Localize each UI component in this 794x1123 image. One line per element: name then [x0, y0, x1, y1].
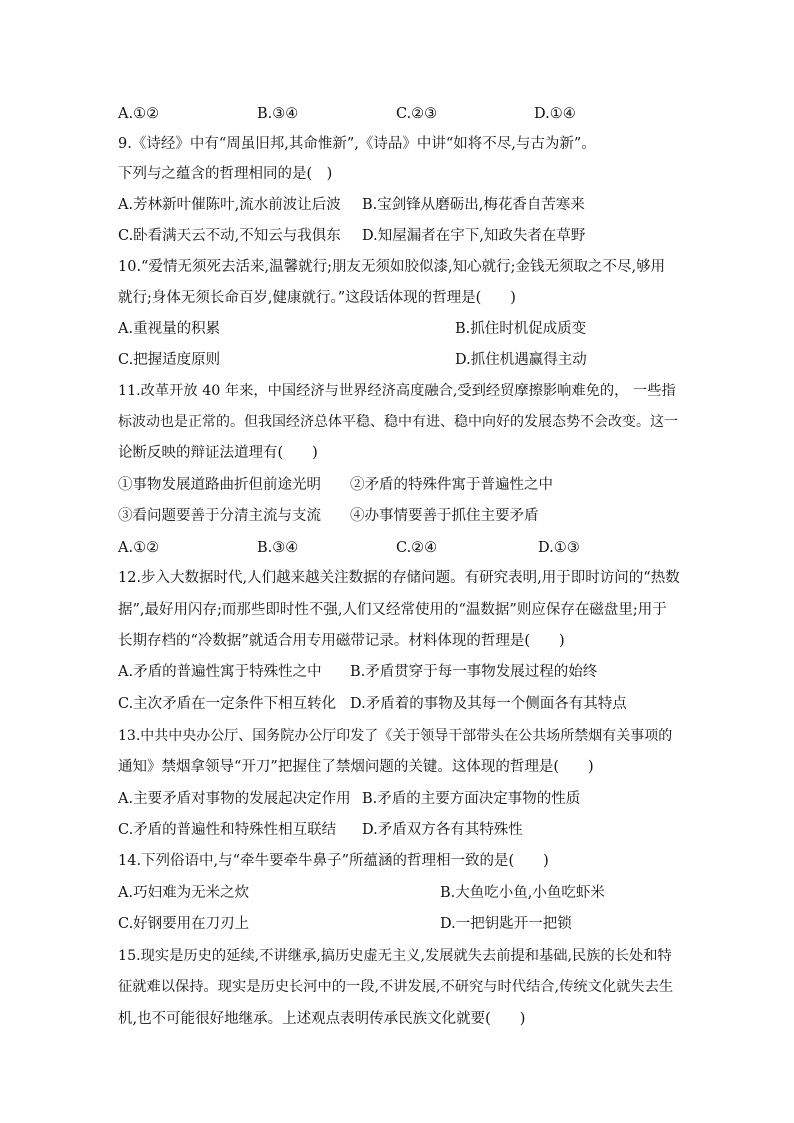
q12-option-a: A.矛盾的普遍性寓于特殊性之中: [118, 664, 322, 680]
q9-stem-line-2: 下列与之蕴含的哲理相同的是( ): [118, 166, 333, 182]
q14-option-b: B.大鱼吃小鱼,小鱼吃虾米: [440, 885, 605, 901]
q13-option-a: A.主要矛盾对事物的发展起决定作用: [118, 791, 351, 807]
q9-option-d: D.知屋漏者在宇下,知政失者在草野: [362, 228, 586, 244]
q12-option-d: D.矛盾着的事物及其每一个侧面各有其特点: [350, 696, 627, 712]
q10-option-c: C.把握适度原则: [118, 352, 221, 368]
q11-option-b: B.③④: [257, 540, 299, 556]
q13-stem-line-2: 通知》禁烟拿领导“开刀”把握住了禁烟问题的关键。这体现的哲理是( ): [118, 759, 594, 775]
q14-stem-line-1: 14.下列俗语中,与“牵牛要牵牛鼻子”所蕴涵的哲理相一致的是( ): [118, 853, 549, 869]
q15-stem-line-3: 机,也不可能很好地继承。上述观点表明传承民族文化就要( ): [118, 1011, 526, 1027]
q11-statement-2: ②矛盾的特殊件寓于普遍性之中: [350, 477, 553, 493]
q12-option-c: C.主次矛盾在一定条件下相互转化: [118, 696, 337, 712]
q9-stem-line-1: 9.《诗经》中有“周虽旧邦,其命惟新”,《诗品》中讲“如将不尽,与古为新”。: [118, 136, 596, 152]
q10-stem-line-1: 10.“爱情无须死去活来,温馨就行;朋友无须如胶似漆,知心就行;金钱无须取之不尽,够用: [118, 259, 666, 275]
q11-stem-line-2: 标波动也是正常的。但我国经济总体平稳、稳中有进、稳中向好的发展态势不会改变。这一: [118, 414, 678, 430]
q9-option-c: C.卧看满天云不动,不知云与我俱东: [118, 228, 341, 244]
q13-stem-line-1: 13.中共中央办公厅、国务院办公厅印发了《关于领导干部带头在公共场所禁烟有关事项的: [118, 728, 673, 744]
q10-stem-line-2: 就行;身体无须长命百岁,健康就行。”这段话体现的哲理是( ): [118, 290, 516, 306]
q8-option-b: B.③④: [257, 106, 299, 122]
q8-option-a: A.①②: [118, 106, 160, 122]
q12-stem-line-1: 12.步入大数据时代,人们越来越关注数据的存储问题。有研究表明,用于即时访问的“热数: [118, 570, 680, 586]
q13-option-d: D.矛盾双方各有其特殊性: [362, 822, 523, 838]
q14-option-c: C.好钢要用在刀刃上: [118, 916, 250, 932]
q11-statement-3: ③看问题要善于分清主流与支流: [118, 508, 321, 524]
q10-option-b: B.抓住时机促成质变: [455, 321, 587, 337]
q15-stem-line-2: 征就难以保持。现实是历史长河中的一段,不讲发展,不研究与时代结合,传统文化就失去生: [118, 979, 674, 995]
q11-stem-line-1: 11.改革开放 40 年来，中国经济与世界经济高度融合,受到经贸摩擦影响难免的， 一些指: [118, 383, 676, 399]
q11-option-a: A.①②: [118, 540, 160, 556]
q11-option-c: C.②④: [396, 540, 438, 556]
q9-option-b: B.宝剑锋从磨砺出,梅花香自苦寒来: [362, 197, 585, 213]
q11-statement-1: ①事物发展道路曲折但前途光明: [118, 477, 321, 493]
q9-option-a: A.芳林新叶催陈叶,流水前波让后波: [118, 197, 341, 213]
q10-option-d: D.抓住机遇赢得主动: [455, 352, 587, 368]
q10-option-a: A.重视量的积累: [118, 321, 221, 337]
q8-option-c: C.②③: [396, 106, 438, 122]
q14-option-a: A.巧妇难为无米之炊: [118, 885, 250, 901]
q13-option-b: B.矛盾的主要方面决定事物的性质: [362, 791, 581, 807]
q14-option-d: D.一把钥匙开一把锁: [440, 916, 572, 932]
q15-stem-line-1: 15.现实是历史的延续,不讲继承,搞历史虚无主义,发展就失去前提和基础,民族的长处和特: [118, 948, 672, 964]
q12-stem-line-2: 据”,最好用闪存;而那些即时性不强,人们又经常使用的“温数据”则应保存在磁盘里;用于: [118, 602, 667, 618]
q8-option-d: D.①④: [534, 106, 576, 122]
q11-statement-4: ④办事情要善于抓住主要矛盾: [350, 508, 539, 524]
q11-option-d: D.①③: [538, 540, 580, 556]
q11-stem-line-3: 论断反映的辩证法道理有( ): [118, 445, 318, 461]
q12-stem-line-3: 长期存档的“冷数据”就适合用专用磁带记录。材料体现的哲理是( ): [118, 633, 565, 649]
q13-option-c: C.矛盾的普遍性和特殊性相互联结: [118, 822, 337, 838]
q12-option-b: B.矛盾贯穿于每一事物发展过程的始终: [350, 664, 598, 680]
